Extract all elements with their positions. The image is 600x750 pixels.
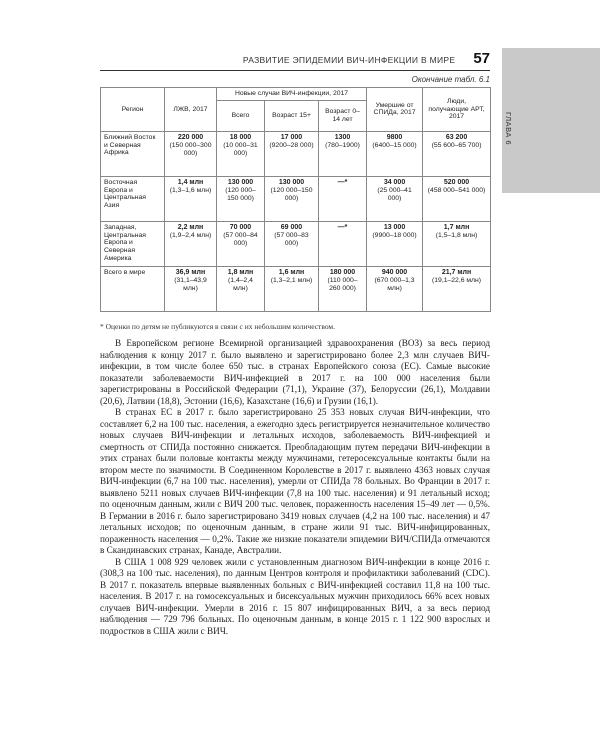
cell-value: 1,7 млн xyxy=(443,223,470,231)
cell-deaths xyxy=(367,131,423,176)
cell-age0-14 xyxy=(319,266,367,311)
cell-value: 940 000 xyxy=(381,268,408,276)
cell-value: —* xyxy=(337,178,348,186)
cell-value: 13 000 xyxy=(383,223,406,231)
table-body xyxy=(101,131,491,311)
cell-deaths xyxy=(367,266,423,311)
cell-art xyxy=(423,221,491,266)
cell-range: (9200–28 000) xyxy=(269,141,314,149)
cell-age0-14 xyxy=(319,176,367,221)
table-row xyxy=(101,176,491,221)
cell-value: 34 000 xyxy=(383,178,406,186)
cell-value: 1,8 млн xyxy=(227,268,254,276)
cell-value: 2,2 млн xyxy=(177,223,204,231)
header-deaths: Умершие от СПИДа, 2017 xyxy=(367,88,423,132)
cell-value: 180 000 xyxy=(329,268,356,276)
cell-value: 130 000 xyxy=(278,178,305,186)
cell-range: (55 600–65 700) xyxy=(431,141,482,149)
cell-range: (10 000–31 000) xyxy=(223,141,258,157)
cell-range: (120 000–150 000) xyxy=(225,186,256,202)
page-number: 57 xyxy=(473,50,490,67)
header-age0-14: Возраст 0–14 лет xyxy=(319,100,367,131)
cell-age0-14 xyxy=(319,131,367,176)
cell-age15 xyxy=(265,221,319,266)
table-footnote: * Оценки по детям не публикуются в связи с их небольшим количеством. xyxy=(100,322,336,331)
cell-deaths xyxy=(367,221,423,266)
cell-age15 xyxy=(265,176,319,221)
cell-range: (458 000–541 000) xyxy=(427,186,486,194)
cell-value: —* xyxy=(337,223,348,231)
table-caption: Окончание табл. 6.1 xyxy=(411,75,490,84)
cell-age0-14 xyxy=(319,221,367,266)
table-header-row xyxy=(101,88,491,101)
header-art: Люди, получающие АРТ, 2017 xyxy=(423,88,491,132)
cell-range: (1,4–2,4 млн) xyxy=(228,276,253,292)
cell-range: (150 000–300 000) xyxy=(169,141,212,157)
running-header xyxy=(100,50,490,71)
cell-value: 21,7 млн xyxy=(441,268,472,276)
cell-value: 17 000 xyxy=(280,133,303,141)
header-total: Всего xyxy=(217,100,265,131)
cell-deaths xyxy=(367,176,423,221)
body-text xyxy=(100,338,490,637)
cell-plhiv xyxy=(165,131,217,176)
paragraph: В Европейском регионе Всемирной организацией здравоохранения (ВОЗ) за весь период наблюдения к концу 2017 г. было выявлено и зарегистрировано более 2,3 млн случаев ВИЧ-инфекции, в том числе более 650 тыс. в странах Европейского союза (ЕС). Самые высокие показатели заболеваемости ВИЧ-инфекцией в 2017 г. на 100 000 населения были зарегистрированы в Российской Федерации (71,1), Украине (37), Белоруссии (26,1), Молдавии (20,6), Латвии (18,8), Эстонии (16,6), Казахстане (16,6) и Грузии (16,1). xyxy=(100,338,490,406)
cell-art xyxy=(423,131,491,176)
cell-value: 69 000 xyxy=(280,223,303,231)
table-row xyxy=(101,266,491,311)
hiv-statistics-table xyxy=(100,87,491,312)
cell-value: 63 200 xyxy=(445,133,468,141)
cell-range: (6400–15 000) xyxy=(372,141,417,149)
cell-value: 520 000 xyxy=(443,178,470,186)
paragraph: В странах ЕС в 2017 г. было зарегистрировано 25 353 новых случая ВИЧ-инфекции, что составляет 6,2 на 100 тыс. населения, а ежегодно здесь регистрируется незначительное количество новых случаев ВИЧ-инфекции и летальных исходов, заболеваемость ВИЧ-инфекцией и смертность от СПИДа постоянно снижается. Преобладающим путем передачи ВИЧ-инфекции в этих странах были половые контакты между мужчинами, гетеросексуальные контакты были на втором месте по значимости. В Соединенном Королевстве в 2017 г. выявлено 4363 новых случая ВИЧ-инфекции (6,7 на 100 тыс. населения), умерли от СПИДа 78 больных. Во Франции в 2017 г. выявлено 5211 новых случаев ВИЧ-инфекции (7,8 на 100 тыс. населения) и 91 летальный исход; по оценочным данным, жили с ВИЧ 200 тыс. человек, пораженность населения 15–49 лет — 0,5%. В Германии в 2016 г. было зарегистрировано 3419 новых случаев (4,2 на 100 тыс. населения) и 47 летальных исходов; по оценочным данным, в стране жили 91 тыс. ВИЧ-инфицированных, пораженность населения — 0,2%. Такие же низкие показатели эпидемии ВИЧ/СПИДа отмечаются в Скандинавских странах, Канаде, Австралии. xyxy=(100,407,490,555)
cell-range: (1,5–1,8 млн) xyxy=(435,231,478,239)
cell-value: 1,4 млн xyxy=(177,178,204,186)
cell-value: 1,6 млн xyxy=(278,268,305,276)
cell-range: (57 000–84 000) xyxy=(223,231,258,247)
cell-range: (31,1–43,9 млн) xyxy=(174,276,207,292)
cell-value: 1300 xyxy=(334,133,351,141)
cell-value: 70 000 xyxy=(229,223,252,231)
cell-range: (57 000–83 000) xyxy=(274,231,309,247)
cell-range: (1,9–2,4 млн) xyxy=(169,231,212,239)
cell-total xyxy=(217,176,265,221)
table-row xyxy=(101,131,491,176)
cell-region: Восточная Европа и Центральная Азия xyxy=(101,176,165,221)
cell-plhiv xyxy=(165,221,217,266)
cell-region: Ближний Восток и Северная Африка xyxy=(101,131,165,176)
cell-total xyxy=(217,266,265,311)
running-title: РАЗВИТИЕ ЭПИДЕМИИ ВИЧ-ИНФЕКЦИИ В МИРЕ xyxy=(242,55,456,65)
cell-value: 130 000 xyxy=(227,178,254,186)
header-new-cases: Новые случаи ВИЧ-инфекции, 2017 xyxy=(217,88,367,101)
cell-range: (670 000–1,3 млн) xyxy=(374,276,415,292)
chapter-tab-label: ГЛАВА 6 xyxy=(504,112,513,146)
cell-range: (120 000–150 000) xyxy=(270,186,313,202)
cell-range: (780–1900) xyxy=(325,141,360,149)
chapter-side-tab xyxy=(502,48,600,193)
cell-value: 18 000 xyxy=(229,133,252,141)
paragraph: В США 1 008 929 человек жили с установленным диагнозом ВИЧ-инфекции в конце 2016 г. (308,3 на 100 тыс. населения), по данным Центров контроля и профилактики заболеваний (CDC). В 2017 г. показатель впервые выявленных больных с ВИЧ-инфекцией составил 11,8 на 100 тыс. населения. В 2017 г. на гомосексуальных и бисексуальных мужчин приходилось 66% всех новых случаев ВИЧ-инфекции. Умерли в 2016 г. 15 807 инфицированных ВИЧ, а за весь период наблюдения — 729 796 больных. По оценочным данным, в конце 2015 г. 1 122 900 взрослых и подростков в США жили с ВИЧ. xyxy=(100,556,490,636)
cell-region: Всего в мире xyxy=(101,266,165,311)
table-row xyxy=(101,221,491,266)
cell-region: Западная, Центральная Европа и Северная Америка xyxy=(101,221,165,266)
header-region: Регион xyxy=(101,88,165,132)
cell-plhiv xyxy=(165,176,217,221)
cell-age15 xyxy=(265,266,319,311)
cell-range: (110 000–260 000) xyxy=(327,276,358,292)
cell-value: 36,9 млн xyxy=(175,268,206,276)
cell-value: 9800 xyxy=(386,133,403,141)
header-age15: Возраст 15+ xyxy=(265,100,319,131)
cell-total xyxy=(217,131,265,176)
cell-total xyxy=(217,221,265,266)
cell-age15 xyxy=(265,131,319,176)
cell-range: (9900–18 000) xyxy=(372,231,417,239)
cell-range: (25 000–41 000) xyxy=(377,186,412,202)
cell-range: (1,3–2,1 млн) xyxy=(270,276,313,284)
cell-range: (19,1–22,6 млн) xyxy=(432,276,482,284)
cell-value: 220 000 xyxy=(177,133,204,141)
header-plhiv: ЛЖВ, 2017 xyxy=(165,88,217,132)
cell-art xyxy=(423,176,491,221)
cell-art xyxy=(423,266,491,311)
cell-range: (1,3–1,6 млн) xyxy=(169,186,212,194)
cell-plhiv xyxy=(165,266,217,311)
